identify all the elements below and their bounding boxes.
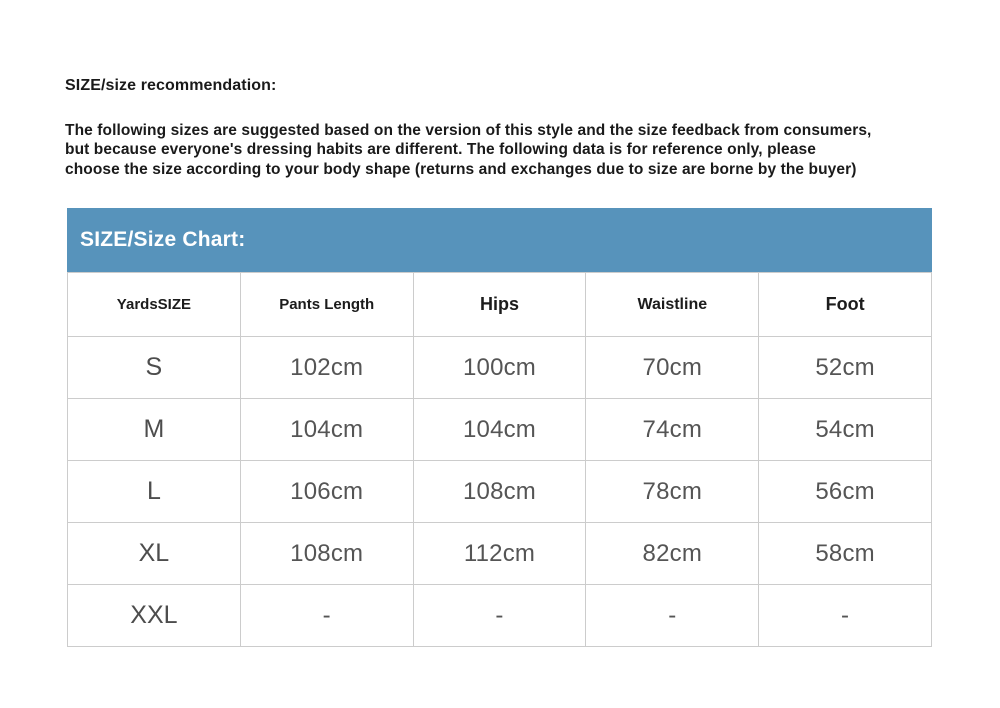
- table-row-xxl: [68, 585, 932, 647]
- size-cell: M: [68, 399, 241, 461]
- size-cell: S: [68, 337, 241, 399]
- table-row-m: [68, 399, 932, 461]
- size-cell: L: [68, 461, 241, 523]
- paragraph-line: choose the size according to your body shape (returns and exchanges due to size are borne by the buyer): [65, 160, 857, 178]
- header-row: [68, 273, 932, 337]
- value-cell: -: [240, 585, 413, 647]
- size-recommendation-title: SIZE/size recommendation:: [65, 77, 277, 94]
- value-cell: 52cm: [759, 337, 932, 399]
- value-cell: -: [586, 585, 759, 647]
- value-cell: -: [413, 585, 586, 647]
- value-cell: 54cm: [759, 399, 932, 461]
- value-cell: 58cm: [759, 523, 932, 585]
- size-chart-header-bar: [67, 208, 932, 272]
- column-header-hips: Hips: [413, 273, 586, 337]
- paragraph-line: The following sizes are suggested based on the version of this style and the size feedback from consumers,: [65, 122, 872, 139]
- value-cell: 108cm: [413, 461, 586, 523]
- column-header-waistline: Waistline: [586, 273, 759, 337]
- size-recommendation-paragraph: [65, 121, 945, 179]
- column-header-size: YardsSIZE: [68, 273, 241, 337]
- value-cell: 108cm: [240, 523, 413, 585]
- size-chart-table: [67, 272, 932, 647]
- value-cell: 104cm: [240, 399, 413, 461]
- paragraph-line: but because everyone's dressing habits are different. The following data is for reference only, please: [65, 141, 816, 159]
- table-row-xl: [68, 523, 932, 585]
- value-cell: 82cm: [586, 523, 759, 585]
- value-cell: 106cm: [240, 461, 413, 523]
- table-row-s: [68, 337, 932, 399]
- table-row-l: [68, 461, 932, 523]
- size-chart-title: SIZE/Size Chart:: [80, 228, 246, 251]
- size-cell: XXL: [68, 585, 241, 647]
- value-cell: 112cm: [413, 523, 586, 585]
- size-chart-head: [68, 273, 932, 337]
- value-cell: 74cm: [586, 399, 759, 461]
- value-cell: -: [759, 585, 932, 647]
- value-cell: 56cm: [759, 461, 932, 523]
- size-cell: XL: [68, 523, 241, 585]
- value-cell: 100cm: [413, 337, 586, 399]
- column-header-pants-length: Pants Length: [240, 273, 413, 337]
- value-cell: 102cm: [240, 337, 413, 399]
- value-cell: 70cm: [586, 337, 759, 399]
- value-cell: 104cm: [413, 399, 586, 461]
- value-cell: 78cm: [586, 461, 759, 523]
- column-header-foot: Foot: [759, 273, 932, 337]
- size-chart-body: [68, 337, 932, 647]
